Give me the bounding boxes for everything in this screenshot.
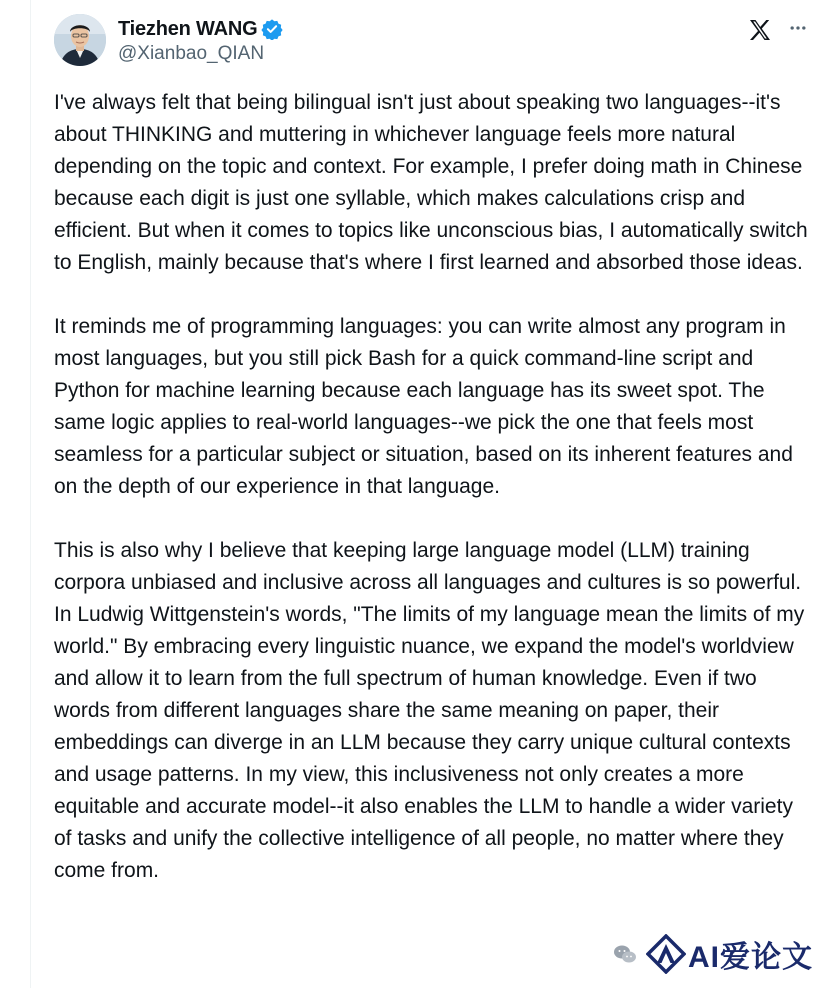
author-name-row — [118, 16, 283, 42]
more-options-icon — [788, 18, 808, 38]
post-paragraph-2: It reminds me of programming languages: you can write almost any program in most languages, but you still pick Bash for a quick command-line script and Python for machine learning because each language has its sweet spot. The same logic applies to real-world languages--we pick the one that feels most seamless for a particular subject or situation, based on its inherent features and on the depth of our experience in that language. — [54, 315, 793, 498]
avatar[interactable] — [54, 14, 106, 66]
post-header — [54, 14, 814, 70]
watermark-text: AI爱论文 — [688, 941, 813, 974]
author-handle[interactable]: @Xianbao_QIAN — [118, 43, 265, 64]
column-divider — [30, 0, 31, 988]
avatar-image — [54, 14, 106, 66]
x-logo-icon[interactable] — [748, 18, 772, 42]
post-paragraph-1: I've always felt that being bilingual isn't just about speaking two languages--it's about THINKING and muttering in whichever language feels more natural depending on the topic and context. For example, I prefer doing math in Chinese because each digit is just one syllable, which makes calculations crisp and efficient. But when it comes to topics like unconscious bias, I automatically switch to English, mainly because that's where I first learned and absorbed those ideas. — [54, 91, 808, 274]
wechat-icon — [612, 941, 638, 967]
post-text — [54, 87, 816, 919]
ai-logo-icon — [646, 934, 686, 974]
more-options-button[interactable] — [784, 14, 812, 42]
post-paragraph-3: This is also why I believe that keeping large language model (LLM) training corpora unbiased and inclusive across all languages and cultures is so powerful. In Ludwig Wittgenstein's words, "The limits of my language mean the limits of my world." By embracing every linguistic nuance, we expand the model's worldview and allow it to learn from the full spectrum of human knowledge. Even if two words from different languages share the same meaning on paper, their embeddings can diverge in an LLM because they carry unique cultural contexts and usage patterns. In my view, this inclusiveness not only creates a more equitable and accurate model--it also enables the LLM to handle a wider variety of tasks and unify the collective intelligence of all people, no matter where they come from. — [54, 539, 805, 882]
author-info — [118, 16, 283, 65]
author-display-name[interactable]: Tiezhen WANG — [118, 17, 258, 40]
watermark — [608, 926, 822, 982]
verified-badge-icon — [261, 18, 283, 40]
